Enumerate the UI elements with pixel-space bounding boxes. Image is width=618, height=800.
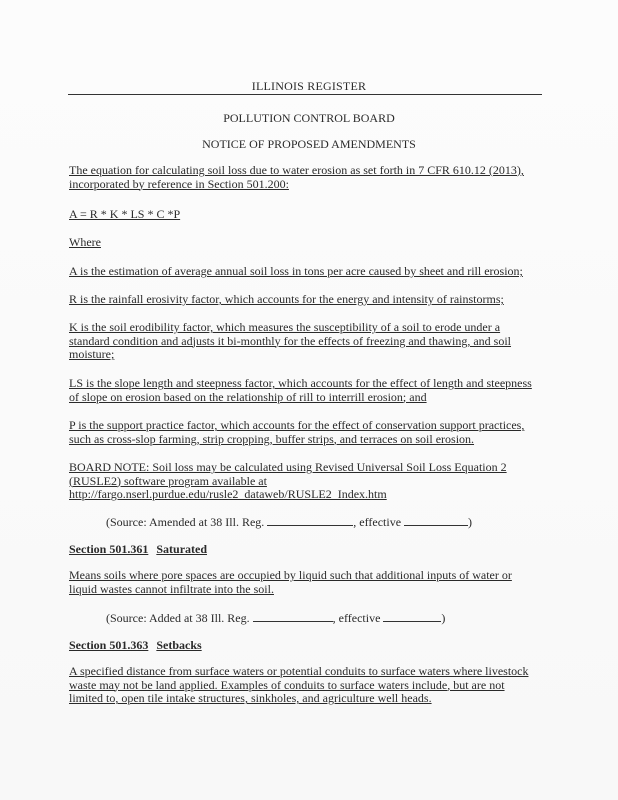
section-title: Setbacks [156,638,202,652]
source-note-1 [106,515,472,530]
source-1-date-blank [404,515,468,526]
definition-r: R is the rainfall erosivity factor, which accounts for the energy and intensity of rainstorms; [69,292,504,306]
saturated-definition: Means soils where pore spaces are occupied by liquid such that additional inputs of water or liquid wastes cannot infiltrate into the soil. [69,568,512,596]
setbacks-definition: A specified distance from surface waters or potential conduits to surface waters where livestock waste may not be land applied. Examples of conduits to surface waters include, but are not limited to, open tile intake structures, sinkholes, and agriculture well heads. [69,664,529,705]
board-note [69,461,541,502]
board-note-link[interactable]: http://fargo.nserl.purdue.edu/rusle2_dataweb/RUSLE2_Index.htm [69,487,387,501]
source-2-reg-blank [253,611,333,622]
section-number: Section 501.361 [69,542,149,556]
board-note-line-1: BOARD NOTE: Soil loss may be calculated using Revised Universal Soil Loss Equation 2 [69,460,507,474]
header-divider [68,94,542,95]
source-2-effective: , effective [332,611,381,625]
source-2-prefix: (Source: Added at 38 Ill. Reg. [106,611,250,625]
definition-k: K is the soil erodibility factor, which measures the susceptibility of a soil to erode under a standard condition and adjusts it bi-monthly for the effects of freezing and thawing, and soil moisture; [69,320,512,361]
source-2-date-blank [383,611,441,622]
definition-a: A is the estimation of average annual soil loss in tons per acre caused by sheet and rill erosion; [69,264,523,278]
equation: A = R * K * LS * C *P [69,207,181,221]
intro-paragraph: The equation for calculating soil loss due to water erosion as set forth in 7 CFR 610.12 (2013), incorporated by reference in Section 501.200: [69,163,524,191]
source-2-end: ) [441,611,446,625]
section-501-363-heading [69,638,202,653]
definition-p: P is the support practice factor, which accounts for the effect of conservation support practices, such as cross-slop farming, strip cropping, buffer strips, and terraces on soil erosion. [69,418,525,446]
section-title: Saturated [156,542,208,556]
notice-title: NOTICE OF PROPOSED AMENDMENTS [202,137,416,151]
source-1-end: ) [468,515,473,529]
board-name: POLLUTION CONTROL BOARD [223,111,395,125]
source-note-2 [106,611,445,626]
section-501-361-heading [69,542,207,557]
definition-ls: LS is the slope length and steepness factor, which accounts for the effect of length and steepness of slope on erosion based on the relationship of rill to interrill erosion; and [69,376,532,404]
source-1-prefix: (Source: Amended at 38 Ill. Reg. [106,515,265,529]
source-1-effective: , effective [353,515,402,529]
source-1-reg-blank [267,515,353,526]
board-note-line-2: (RUSLE2) software program available at [69,473,267,488]
section-number: Section 501.363 [69,638,149,652]
register-title: ILLINOIS REGISTER [251,79,367,93]
where-label: Where [69,235,101,249]
